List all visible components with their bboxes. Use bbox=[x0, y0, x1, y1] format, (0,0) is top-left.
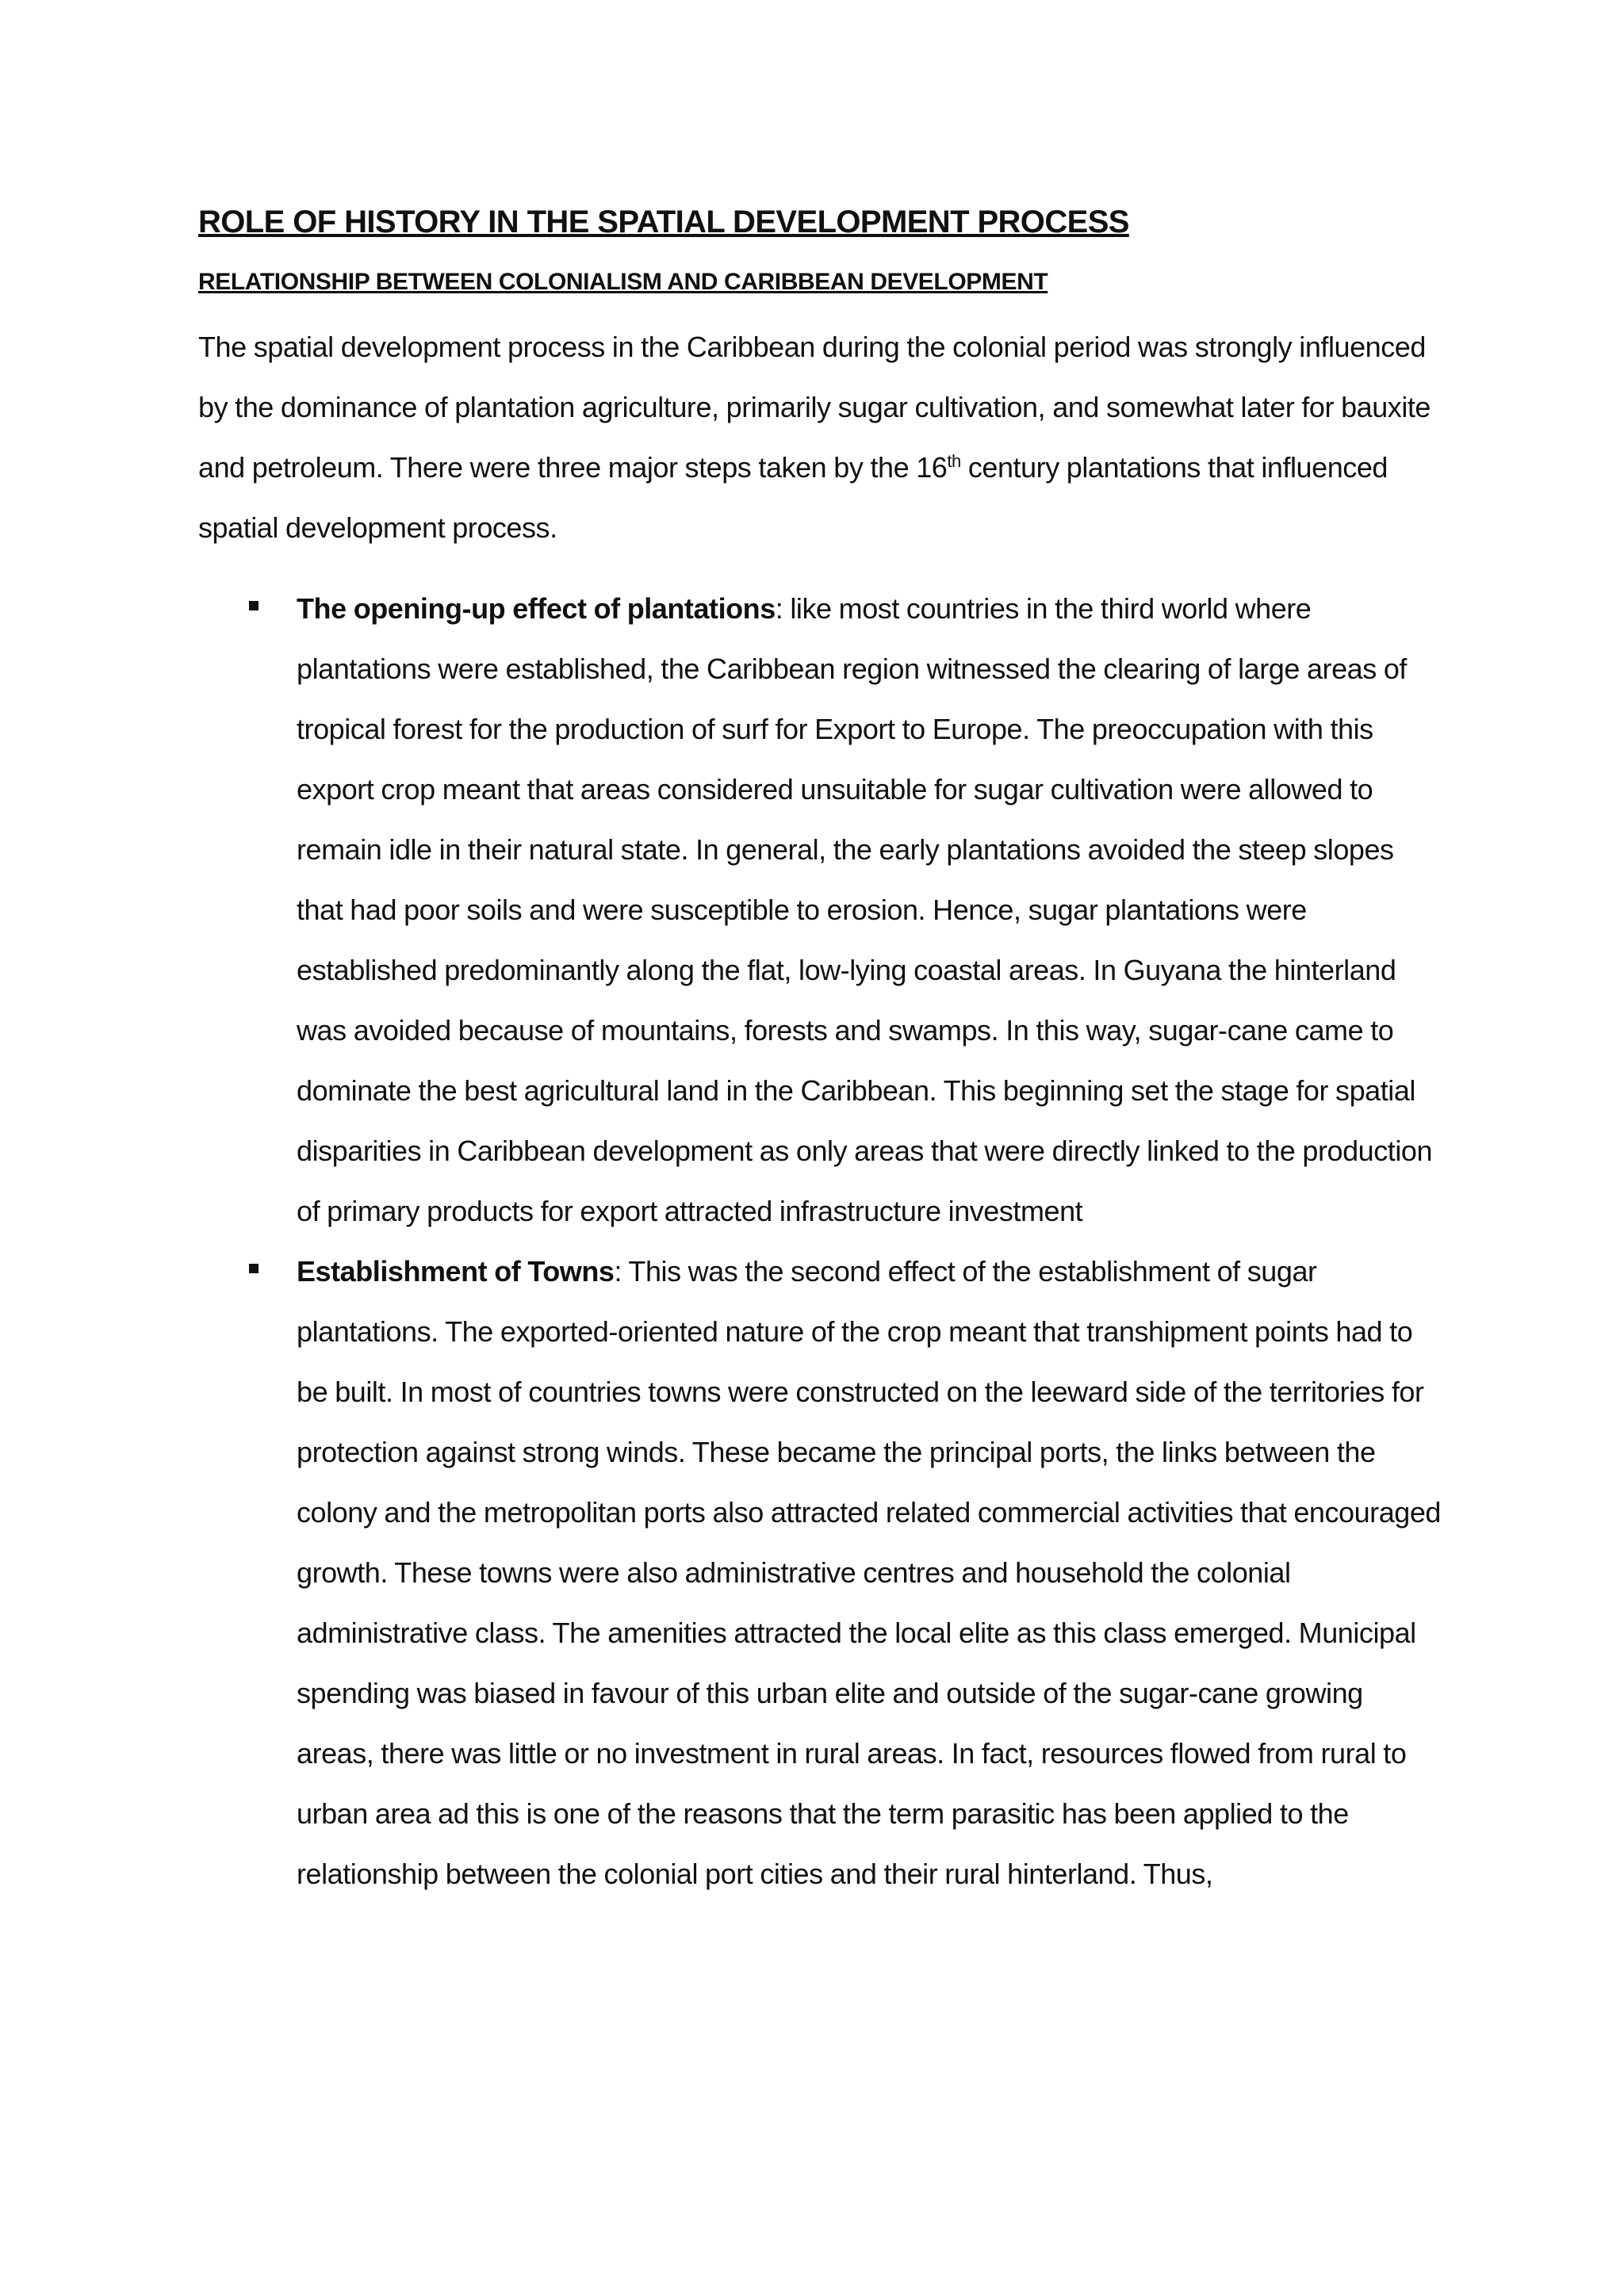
bullet-text: : like most countries in the third world where plantations were established, the Caribbean region witnessed the clearing of large areas of tropical forest for the production of surf for Export to Europe. The preoccupation with this export crop meant that areas considered unsuitable for sugar cultivation were allowed to remain idle in their natural state. In general, the early plantations avoided the steep slopes that had poor soils and were susceptible to erosion. Hence, sugar plantations were established predominantly along the flat, low-lying coastal areas. In Guyana the hinterland was avoided because of mountains, forests and swamps. In this way, sugar-cane came to dominate the best agricultural land in the Caribbean. This beginning set the stage for spatial disparities in Caribbean development as only areas that were directly linked to the production of primary products for export attracted infrastructure investment bbox=[297, 592, 1433, 1227]
intro-paragraph bbox=[198, 317, 1443, 558]
document-page bbox=[198, 198, 1443, 1904]
document-title: ROLE OF HISTORY IN THE SPATIAL DEVELOPMENT PROCESS bbox=[198, 205, 1129, 239]
bullet-list bbox=[198, 579, 1443, 1904]
square-bullet-icon bbox=[249, 601, 259, 610]
list-item bbox=[198, 579, 1443, 1242]
ordinal-superscript: th bbox=[947, 451, 961, 471]
list-item bbox=[198, 1242, 1443, 1904]
bullet-heading: The opening-up effect of plantations bbox=[297, 592, 776, 625]
intro-text-end: century plantations that influenced spatial development process. bbox=[198, 451, 1388, 544]
intro-text-start: The spatial development process in the Caribbean during the colonial period was strongly influenced by the dominance of plantation agriculture, primarily sugar cultivation, and somewhat later for bauxite and petroleum. There were three major steps taken by the 16 bbox=[198, 331, 1431, 484]
square-bullet-icon bbox=[249, 1264, 259, 1273]
bullet-heading: Establishment of Towns bbox=[297, 1255, 615, 1288]
section-subtitle: RELATIONSHIP BETWEEN COLONIALISM AND CARIBBEAN DEVELOPMENT bbox=[198, 269, 1048, 295]
bullet-text: : This was the second effect of the establishment of sugar plantations. The exported-oriented nature of the crop meant that transhipment points had to be built. In most of countries towns were constructed on the leeward side of the territories for protection against strong winds. These became the principal ports, the links between the colony and the metropolitan ports also attracted related commercial activities that encouraged growth. These towns were also administrative centres and household the colonial administrative class. The amenities attracted the local elite as this class emerged. Municipal spending was biased in favour of this urban elite and outside of the sugar-cane growing areas, there was little or no investment in rural areas. In fact, resources flowed from rural to urban area ad this is one of the reasons that the term parasitic has been applied to the relationship between the colonial port cities and their rural hinterland. Thus, bbox=[297, 1255, 1442, 1890]
